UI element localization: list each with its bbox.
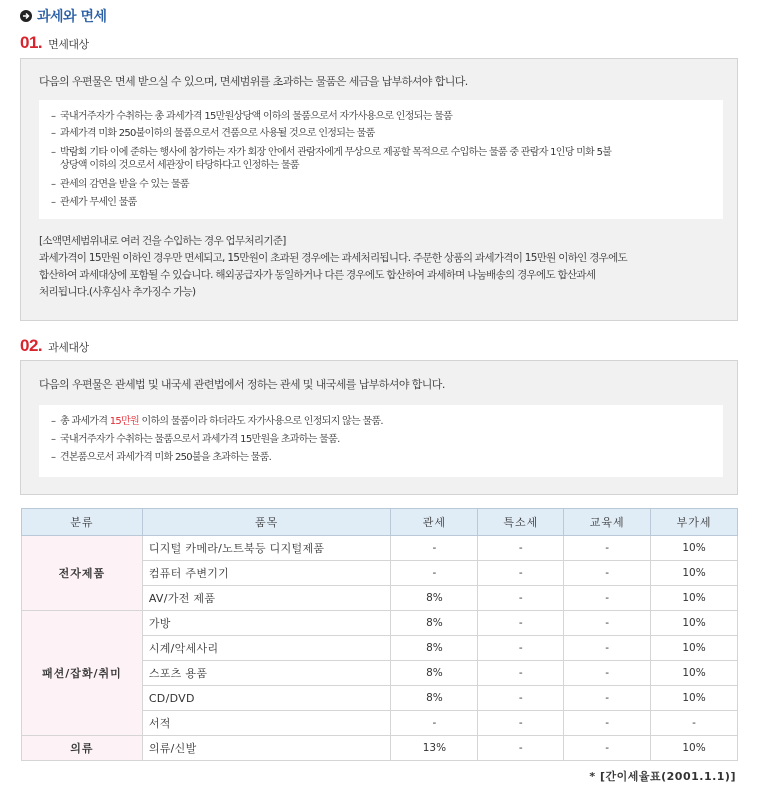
column-header: 교육세 <box>564 509 651 536</box>
item-cell: 가방 <box>142 611 391 636</box>
section-2-number: 02. <box>20 336 43 355</box>
customs-cell: - <box>391 536 478 561</box>
section-2-label: 과세대상 <box>48 341 89 354</box>
list-item: – 국내거주자가 수취하는 물품으로서 과세가격 15만원을 초과하는 물품. <box>51 434 340 445</box>
education-tax-cell: - <box>564 711 651 736</box>
item-cell: 시계/악세사리 <box>142 636 391 661</box>
list-item: – 과세가격 미화 250불이하의 물품으로서 견품으로 사용될 것으로 인정되는 물품 <box>51 128 375 139</box>
special-tax-cell: - <box>478 711 564 736</box>
customs-cell: - <box>391 561 478 586</box>
column-header: 특소세 <box>478 509 564 536</box>
column-header: 품목 <box>142 509 391 536</box>
list-item: – 관세의 감면을 받을 수 있는 물품 <box>51 179 189 190</box>
section-2-list <box>39 405 723 477</box>
item-cell: 서적 <box>142 711 391 736</box>
section-1-list <box>39 100 723 219</box>
section-1-lead: 다음의 우편물은 면세 받으실 수 있으며, 면세범위를 초과하는 물품은 세금을 납부하셔야 합니다. <box>39 75 468 88</box>
item-cell: 디지털 카메라/노트북등 디지털제품 <box>142 536 391 561</box>
customs-cell: - <box>391 711 478 736</box>
list-item: – 박람회 기타 이에 준하는 행사에 참가하는 자가 회장 안에서 관람자에게 무상으로 제공할 목적으로 수입하는 물품 중 관람자 1인당 미화 5불 상당액 이하의 것으로서 세관장이 타당하다고 인정하는 물품 <box>51 147 612 171</box>
section-2-heading <box>20 336 89 356</box>
section-2-box <box>20 360 738 495</box>
education-tax-cell: - <box>564 611 651 636</box>
vat-cell: 10% <box>651 536 738 561</box>
list-item: – 견본품으로서 과세가격 미화 250불을 초과하는 물품. <box>51 452 272 463</box>
special-tax-cell: - <box>478 536 564 561</box>
column-header: 관세 <box>391 509 478 536</box>
section-1-label: 면세대상 <box>48 38 89 51</box>
column-header: 분류 <box>22 509 143 536</box>
customs-cell: 8% <box>391 636 478 661</box>
education-tax-cell: - <box>564 736 651 761</box>
section-2-lead: 다음의 우편물은 관세법 및 내국세 관련법에서 정하는 관세 및 내국세를 납부하셔야 합니다. <box>39 378 445 391</box>
customs-cell: 13% <box>391 736 478 761</box>
list-item: – 관세가 무세인 물품 <box>51 197 137 208</box>
vat-cell: 10% <box>651 661 738 686</box>
page-title-text: 과세와 면세 <box>37 9 107 25</box>
item-cell: CD/DVD <box>142 686 391 711</box>
education-tax-cell: - <box>564 686 651 711</box>
note-line: 과세가격이 15만원 이하인 경우만 면세되고, 15만원이 초과된 경우에는 과세처리됩니다. 주문한 상품의 과세가격이 15만원 이하인 경우에도 <box>39 252 628 264</box>
table-row <box>22 536 738 561</box>
highlight-amount: 15만원 <box>109 416 140 427</box>
education-tax-cell: - <box>564 636 651 661</box>
table-header-row <box>22 509 738 536</box>
item-cell: 컴퓨터 주변기기 <box>142 561 391 586</box>
section-1-heading <box>20 33 89 53</box>
column-header: 부가세 <box>651 509 738 536</box>
section-1-number: 01. <box>20 33 43 52</box>
special-tax-cell: - <box>478 611 564 636</box>
special-tax-cell: - <box>478 661 564 686</box>
note-line: 처리됩니다.(사후심사 추가징수 가능) <box>39 286 196 298</box>
vat-cell: - <box>651 711 738 736</box>
note-line: 합산하여 과세대상에 포함될 수 있습니다. 해외공급자가 동일하거나 다른 경우에도 합산하여 과세하며 나눔배송의 경우에도 합산과세 <box>39 269 596 281</box>
page-title <box>20 7 107 25</box>
table-row <box>22 611 738 636</box>
customs-cell: 8% <box>391 611 478 636</box>
vat-cell: 10% <box>651 686 738 711</box>
section-1-note <box>39 233 729 301</box>
vat-cell: 10% <box>651 586 738 611</box>
arrow-right-circle-icon <box>20 10 32 22</box>
category-cell: 패션/잡화/취미 <box>22 611 143 736</box>
note-line: [소액면세범위내로 여러 건을 수입하는 경우 업무처리기준] <box>39 235 286 247</box>
vat-cell: 10% <box>651 636 738 661</box>
education-tax-cell: - <box>564 561 651 586</box>
vat-cell: 10% <box>651 611 738 636</box>
item-cell: 의류/신발 <box>142 736 391 761</box>
tax-rate-table <box>21 508 738 761</box>
education-tax-cell: - <box>564 586 651 611</box>
table-row <box>22 736 738 761</box>
list-item: – 총 과세가격 15만원 이하의 물품이라 하더라도 자가사용으로 인정되지 않는 물품. <box>51 416 383 427</box>
education-tax-cell: - <box>564 536 651 561</box>
customs-cell: 8% <box>391 661 478 686</box>
vat-cell: 10% <box>651 561 738 586</box>
item-cell: AV/가전 제품 <box>142 586 391 611</box>
education-tax-cell: - <box>564 661 651 686</box>
special-tax-cell: - <box>478 736 564 761</box>
category-cell: 전자제품 <box>22 536 143 611</box>
category-cell: 의류 <box>22 736 143 761</box>
vat-cell: 10% <box>651 736 738 761</box>
special-tax-cell: - <box>478 561 564 586</box>
special-tax-cell: - <box>478 586 564 611</box>
section-1-box <box>20 58 738 321</box>
special-tax-cell: - <box>478 636 564 661</box>
customs-cell: 8% <box>391 586 478 611</box>
special-tax-cell: - <box>478 686 564 711</box>
source-note: * [간이세율표(2001.1.1)] <box>589 770 736 783</box>
customs-cell: 8% <box>391 686 478 711</box>
item-cell: 스포츠 용품 <box>142 661 391 686</box>
list-item: – 국내거주자가 수취하는 총 과세가격 15만원상당액 이하의 물품으로서 자가사용으로 인정되는 물품 <box>51 111 453 122</box>
